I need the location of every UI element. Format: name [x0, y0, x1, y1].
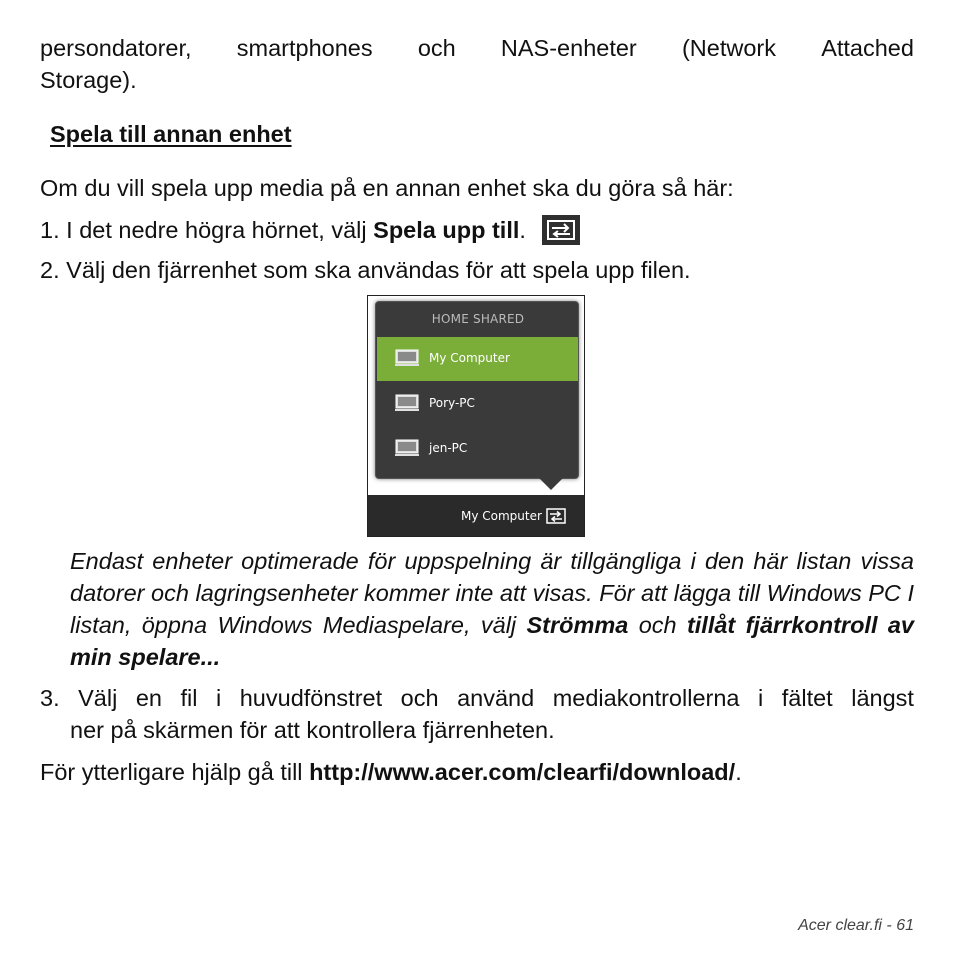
step-word: en	[135, 685, 162, 711]
step-number: 2.	[40, 257, 60, 283]
page-footer: Acer clear.fi - 61	[798, 917, 914, 934]
monitor-icon	[395, 439, 419, 457]
step-text: I det nedre högra hörnet, välj	[66, 217, 374, 243]
intro-word: Attached	[821, 35, 914, 61]
step-number: 1.	[40, 217, 60, 243]
step-word: och	[400, 685, 439, 711]
device-label: Pory-PC	[429, 396, 475, 410]
device-item-my-computer[interactable]	[377, 337, 578, 381]
download-link[interactable]: http://www.acer.com/clearfi/download/	[309, 759, 736, 785]
step-word: i	[758, 685, 764, 711]
popup-header: HOME SHARED	[431, 312, 525, 326]
step-3-line-2: ner på skärmen för att kontrollera fjärrenheten.	[70, 717, 555, 743]
step-word: mediakontrollerna	[552, 685, 740, 711]
bar-label: My Computer	[461, 509, 542, 523]
closing-text: För ytterligare hjälp gå till	[40, 759, 310, 785]
intro-word: smartphones	[236, 35, 373, 61]
step-word: huvudfönstret	[239, 685, 383, 711]
lead-text: Om du vill spela upp media på en annan enhet ska du göra så här:	[40, 175, 734, 201]
step-3-line-1	[40, 682, 914, 714]
step-number: 3.	[40, 685, 60, 711]
device-item-jen-pc[interactable]	[377, 427, 578, 471]
play-to-icon	[542, 215, 580, 245]
note-bold: tillåt fjärrkontroll av min spelare...	[70, 612, 914, 670]
note-text: Endast enheter optimerade för uppspelning är tillgängliga i den här listan vissa datorer och lagringsenheter kommer inte att visas. För att lägga till Windows PC I listan, öppna Windows Mediaspelare, välj	[70, 548, 914, 638]
device-popup	[375, 301, 579, 479]
play-to-icon[interactable]	[545, 507, 567, 525]
monitor-icon	[395, 394, 419, 412]
note-paragraph	[70, 545, 914, 673]
intro-word: (Network	[681, 35, 776, 61]
section-heading: Spela till annan enhet	[50, 121, 292, 147]
intro-word: persondatorer,	[40, 35, 192, 61]
step-word: fil	[180, 685, 198, 711]
device-label: My Computer	[429, 351, 510, 365]
monitor-icon	[395, 349, 419, 367]
step-word: i	[215, 685, 222, 711]
device-item-pory-pc[interactable]	[377, 382, 578, 426]
step-1	[40, 214, 580, 246]
note-bold: Strömma	[526, 612, 629, 638]
step-word: fältet	[781, 685, 833, 711]
step-word: längst	[851, 685, 914, 711]
play-to-screenshot	[367, 295, 585, 537]
play-to-bar	[368, 495, 584, 536]
step-after: .	[519, 217, 526, 243]
note-text: och	[628, 612, 687, 638]
intro-line-1	[40, 32, 914, 64]
intro-word: NAS-enheter	[500, 35, 637, 61]
step-text: Välj den fjärrenhet som ska användas för att spela upp filen.	[66, 257, 691, 283]
closing-after: .	[735, 759, 742, 785]
closing-line	[40, 756, 742, 788]
intro-word: och	[417, 35, 456, 61]
step-word: använd	[457, 685, 535, 711]
device-label: jen-PC	[429, 441, 468, 455]
step-bold: Spela upp till	[373, 217, 520, 243]
step-word: Välj	[78, 685, 118, 711]
step-2	[40, 254, 691, 286]
intro-line-2: Storage).	[40, 67, 137, 93]
popup-arrow	[539, 478, 563, 490]
